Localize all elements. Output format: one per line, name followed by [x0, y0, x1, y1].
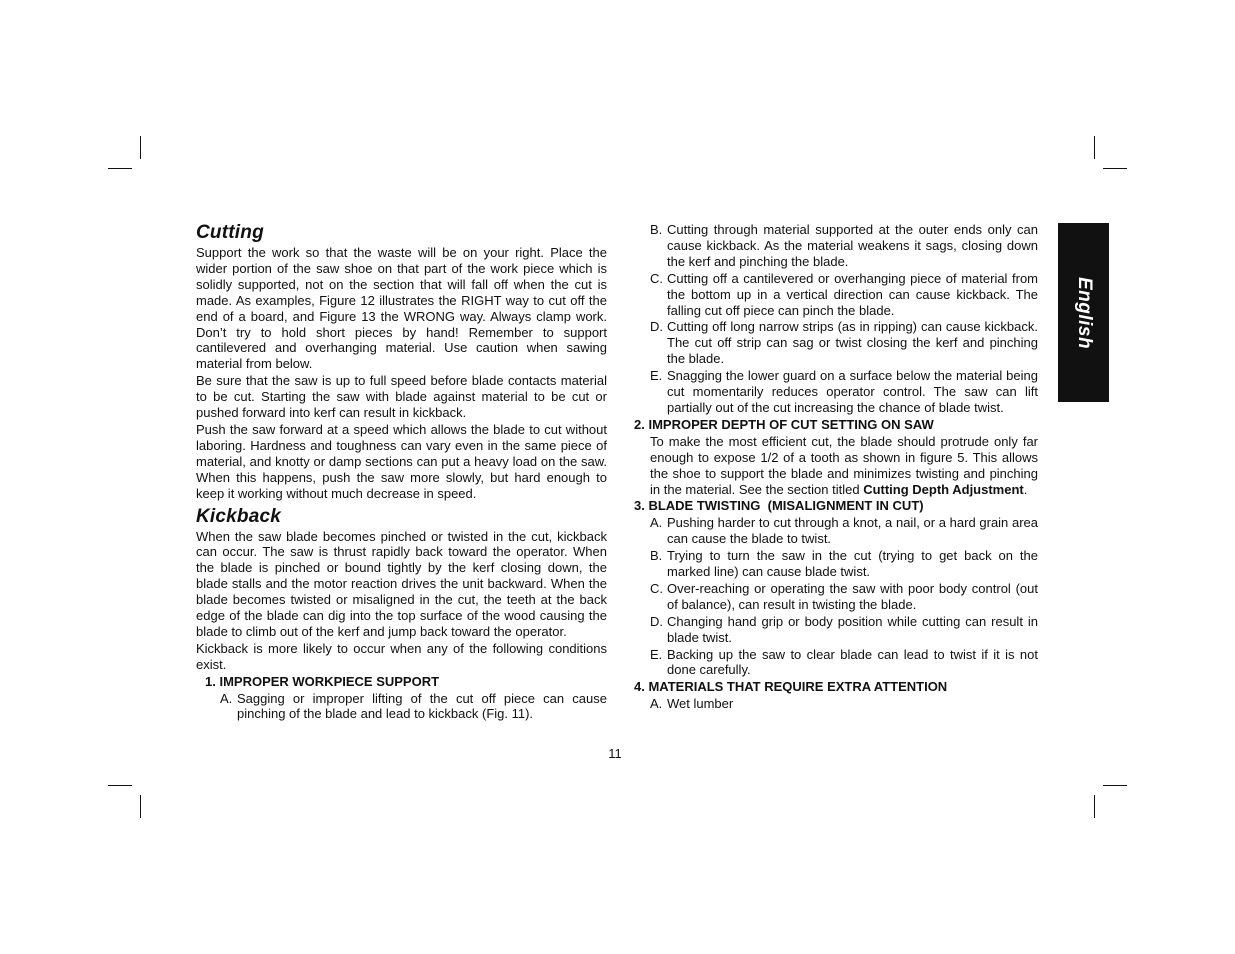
- list-item-text: Snagging the lower guard on a surface below the material being cut momentarily reduces operator control. The saw can lift partially out of the cut increasing the chance of blade twist.: [667, 368, 1038, 415]
- list-item-letter: E.: [650, 646, 663, 662]
- list-item-text: Changing hand grip or body position while cutting can result in blade twist.: [667, 613, 1038, 645]
- list-item-text: Sagging or improper lifting of the cut off piece can cause pinching of the blade and lead to kickback (Fig. 11).: [237, 690, 607, 722]
- list-item: [634, 548, 1038, 580]
- list-item-text: Cutting off long narrow strips (as in ripping) can cause kickback. The cut off strip can sag or twist closing the kerf and pinching the blade.: [667, 319, 1038, 367]
- section-2-text: To make the most efficient cut, the blade should protrude only far enough to expose 1/2 of a tooth as shown in figure 5. This allows the shoe to support the blade and minimizes twisting and pinching in the material. See the section titled: [650, 433, 1038, 497]
- language-tab: [1058, 223, 1109, 402]
- list-item: [634, 647, 1038, 679]
- crop-mark: [1103, 785, 1127, 786]
- list-item-letter: A.: [650, 515, 663, 531]
- list-item: [634, 368, 1038, 416]
- language-tab-label: English: [1073, 276, 1095, 349]
- cutting-paragraph-1: Support the work so that the waste will be on your right. Place the wider portion of the saw shoe on that part of the work piece which is solidly supported, not on the section that will fall off when the cut is made. As examples, Figure 12 illustrates the RIGHT way to cut off the end of a board, and Figure 13 the WRONG way. Always clamp work. Don’t try to hold short pieces by hand! Remember to support cantilevered and overhanging material. Use caution when sawing material from below.: [196, 245, 607, 372]
- list-item-text: Trying to turn the saw in the cut (trying to get back on the marked line) can cause blade twist.: [667, 548, 1038, 580]
- list-item-letter: B.: [650, 548, 663, 564]
- crop-mark: [1094, 795, 1095, 818]
- list-item-text: Cutting off a cantilevered or overhanging piece of material from the bottom up in a vertical direction can cause kickback. The falling cut off piece can pinch the blade.: [667, 270, 1038, 318]
- list-item: [634, 271, 1038, 319]
- list-item-letter: A.: [650, 696, 663, 712]
- crop-mark: [1103, 168, 1127, 169]
- page-number: 11: [608, 746, 622, 761]
- section-2-paragraph: [634, 434, 1038, 498]
- list-item: [634, 581, 1038, 613]
- list-item-text: Over-reaching or operating the saw with poor body control (out of balance), can result in twisting the blade.: [667, 580, 1038, 612]
- cutting-heading: Cutting: [196, 222, 264, 243]
- section-2-end: .: [1023, 481, 1028, 497]
- list-item-text: Wet lumber: [667, 696, 734, 712]
- list-item-letter: C.: [650, 270, 663, 286]
- list-item: [634, 696, 1038, 712]
- list-item: [634, 614, 1038, 646]
- crop-mark: [140, 795, 141, 818]
- section-4-heading: 4. MATERIALS THAT REQUIRE EXTRA ATTENTION: [634, 679, 948, 695]
- cutting-depth-reference: Cutting Depth Adjustment: [863, 481, 1024, 497]
- crop-mark: [108, 168, 132, 169]
- crop-mark: [1094, 136, 1095, 159]
- left-column: [196, 222, 607, 723]
- crop-mark: [140, 136, 141, 159]
- list-item: [634, 222, 1038, 270]
- kickback-heading: Kickback: [196, 505, 282, 527]
- list-item: [634, 319, 1038, 367]
- cutting-paragraph-2: Be sure that the saw is up to full speed before blade contacts material to be cut. Starting the saw with blade against material to be cut or pushed forward into kerf can result in kickback.: [196, 373, 607, 421]
- kickback-paragraph-1: When the saw blade becomes pinched or twisted in the cut, kickback can occur. The saw is thrust rapidly back toward the operator. When the blade is pinched or bound tightly by the kerf closing down, the blade stalls and the motor reaction drives the unit backward. When the blade becomes twisted or misaligned in the cut, the teeth at the back edge of the blade can dig into the top surface of the wood causing the blade to climb out of the kerf and jump back toward the operator.: [196, 528, 607, 639]
- list-item-letter: D.: [650, 613, 663, 629]
- right-column: [634, 222, 1038, 713]
- kickback-paragraph-2: Kickback is more likely to occur when any of the following conditions exist.: [196, 640, 607, 672]
- list-item-letter: B.: [650, 222, 663, 237]
- section-3-heading: 3. BLADE TWISTING (MISALIGNMENT IN CUT): [634, 498, 924, 514]
- list-item-letter: A.: [220, 690, 233, 706]
- list-item: [634, 515, 1038, 547]
- crop-mark: [108, 785, 132, 786]
- list-item: [196, 691, 607, 723]
- list-item-letter: D.: [650, 319, 663, 335]
- list-item-letter: C.: [650, 580, 663, 596]
- cutting-paragraph-3: Push the saw forward at a speed which allows the blade to cut without laboring. Hardness and toughness can vary even in the same piece of material, and knotty or damp sections can put a heavy load on the saw. When this happens, push the saw more slowly, but hard enough to keep it working without much decrease in speed.: [196, 421, 607, 501]
- section-1-heading: 1. IMPROPER WORKPIECE SUPPORT: [205, 673, 440, 689]
- list-item-text: Backing up the saw to clear blade can lead to twist if it is not done carefully.: [667, 646, 1038, 678]
- list-item-letter: E.: [650, 368, 663, 384]
- section-2-heading: 2. IMPROPER DEPTH OF CUT SETTING ON SAW: [634, 416, 934, 432]
- list-item-text: Cutting through material supported at the outer ends only can cause kickback. As the material weakens it sags, closing down the kerf and pinching the blade.: [667, 222, 1038, 269]
- list-item-text: Pushing harder to cut through a knot, a nail, or a hard grain area can cause the blade to twist.: [667, 515, 1038, 547]
